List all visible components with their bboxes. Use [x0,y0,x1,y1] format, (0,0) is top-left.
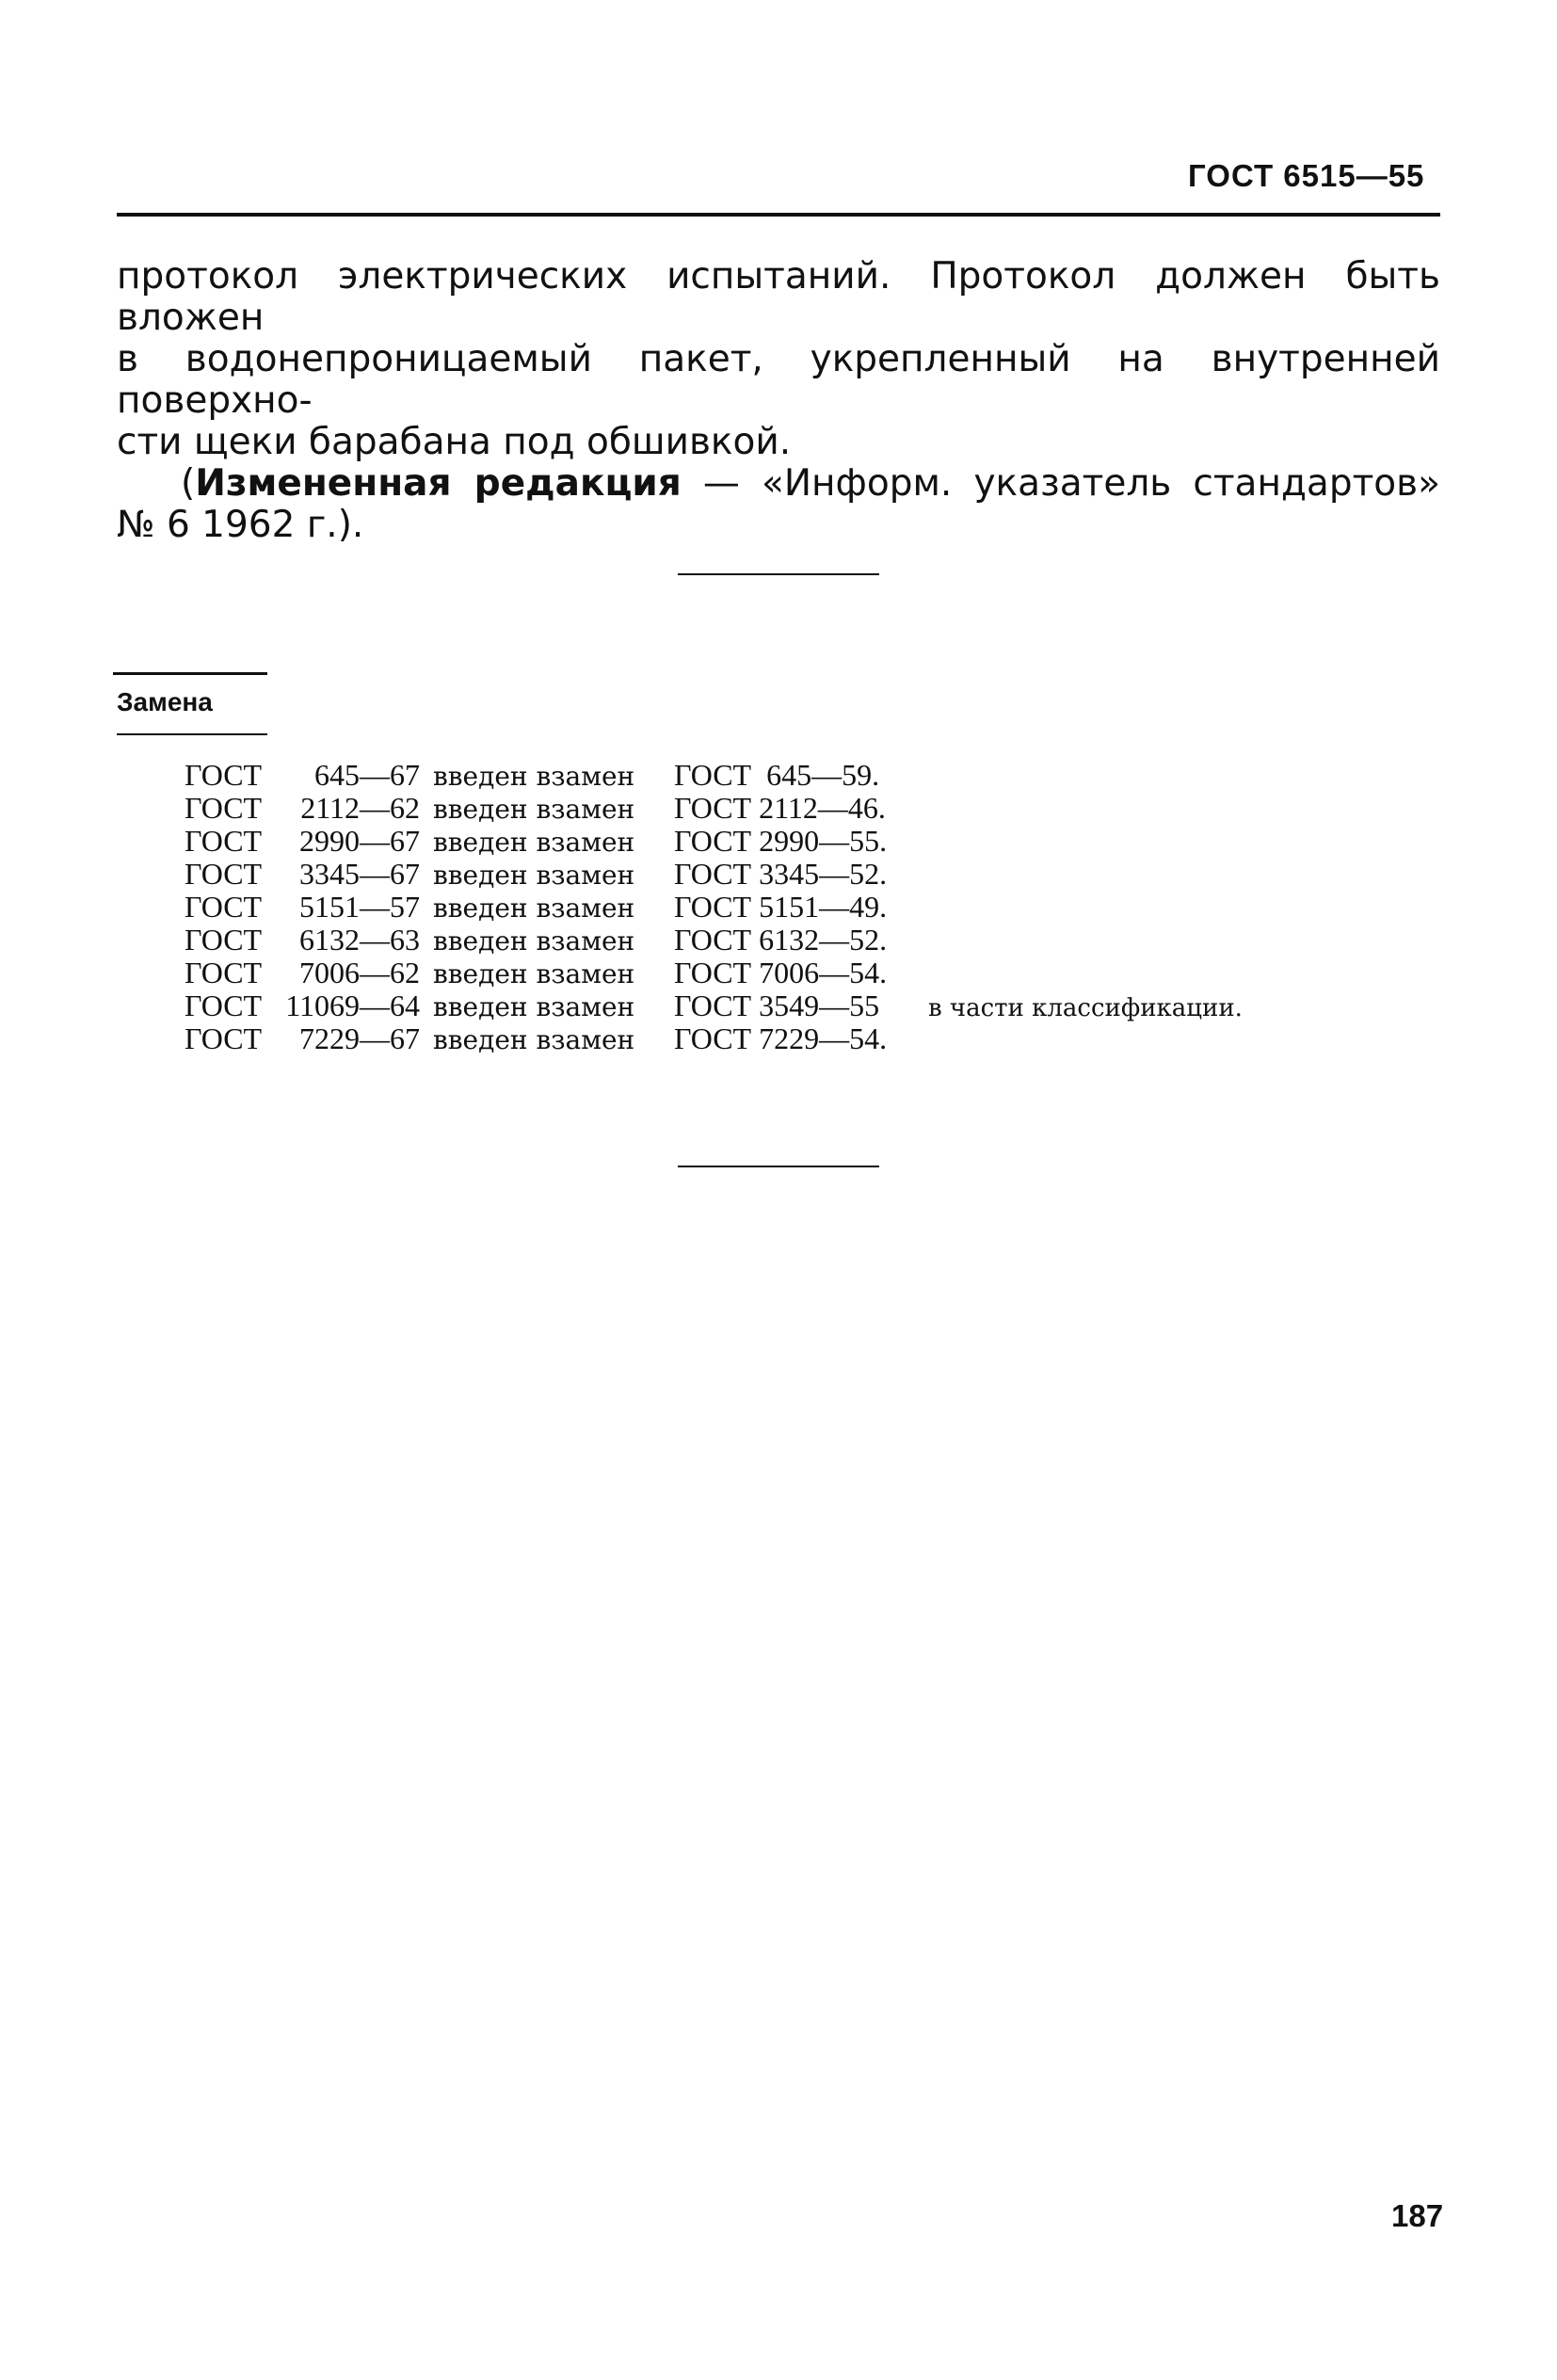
replacement-row [185,924,1243,957]
row-number: 7229—67 [299,1021,420,1055]
edit-note-rest: — «Информ. указатель стандартов» [681,462,1440,505]
replacement-row [185,957,1243,989]
replacement-row [185,858,1243,891]
edit-note-bold: Измененная редакция [195,462,682,505]
row-old: ГОСТ 6132—52. [674,923,888,957]
page-number: 187 [1391,2198,1444,2233]
row-label: ГОСТ [185,923,263,957]
row-verb: введен взамен [433,860,635,891]
separator-rule-2 [678,1166,879,1167]
row-label: ГОСТ [185,824,263,858]
row-verb: введен взамен [433,892,635,924]
replacement-row [185,891,1243,924]
header-rule [117,213,1440,217]
replacement-row [185,825,1243,858]
row-old: ГОСТ 5151—49. [674,890,888,924]
row-label: ГОСТ [185,1021,263,1055]
zamena-rule-top [113,672,267,675]
edit-note [117,463,1440,505]
body-line-3: сти щеки барабана под обшивкой. [117,421,792,463]
body-line-1: протокол электрических испытаний. Протокол должен быть вложен [117,255,1440,339]
zamena-rule-bottom [117,733,267,735]
replacement-row [185,792,1243,825]
row-label: ГОСТ [185,758,263,792]
row-number: 7006—62 [299,956,420,989]
row-verb: введен взамен [433,958,635,989]
row-number: 645—67 [314,758,420,792]
separator-rule-1 [678,573,879,575]
row-old: ГОСТ 7006—54. [674,956,888,989]
row-old: ГОСТ 3345—52. [674,857,888,891]
row-number: 3345—67 [299,857,420,891]
row-number: 5151—57 [299,890,420,924]
row-verb: введен взамен [433,925,635,957]
row-label: ГОСТ [185,890,263,924]
row-label: ГОСТ [185,956,263,989]
page-header: ГОСТ 6515—55 [1188,158,1425,193]
replacement-row [185,759,1243,792]
body-text [117,256,1440,546]
zamena-title: Замена [117,687,213,716]
row-number: 6132—63 [299,923,420,957]
row-old: ГОСТ 2112—46. [674,791,886,825]
row-verb: введен взамен [433,761,635,792]
row-verb: введен взамен [433,827,635,858]
replacement-row [185,989,1243,1022]
row-note: в части классификации. [928,994,1243,1022]
row-old: ГОСТ 2990—55. [674,824,888,858]
row-old: ГОСТ 645—59. [674,758,880,792]
row-old: ГОСТ 3549—55 [674,989,880,1022]
row-number: 2990—67 [299,824,420,858]
row-verb: введен взамен [433,1024,635,1055]
row-verb: введен взамен [433,794,635,825]
edit-note-open-paren: ( [181,462,196,505]
row-label: ГОСТ [185,989,263,1022]
replacement-row [185,1022,1243,1055]
row-verb: введен взамен [433,991,635,1022]
row-number: 11069—64 [285,989,420,1022]
row-label: ГОСТ [185,857,263,891]
edit-note-tail: № 6 1962 г.). [117,504,364,546]
row-number: 2112—62 [300,791,420,825]
body-line-2: в водонепроницаемый пакет, укрепленный на внутренней поверхно- [117,338,1440,422]
row-old: ГОСТ 7229—54. [674,1021,888,1055]
replacement-list [185,759,1243,1055]
row-label: ГОСТ [185,791,263,825]
